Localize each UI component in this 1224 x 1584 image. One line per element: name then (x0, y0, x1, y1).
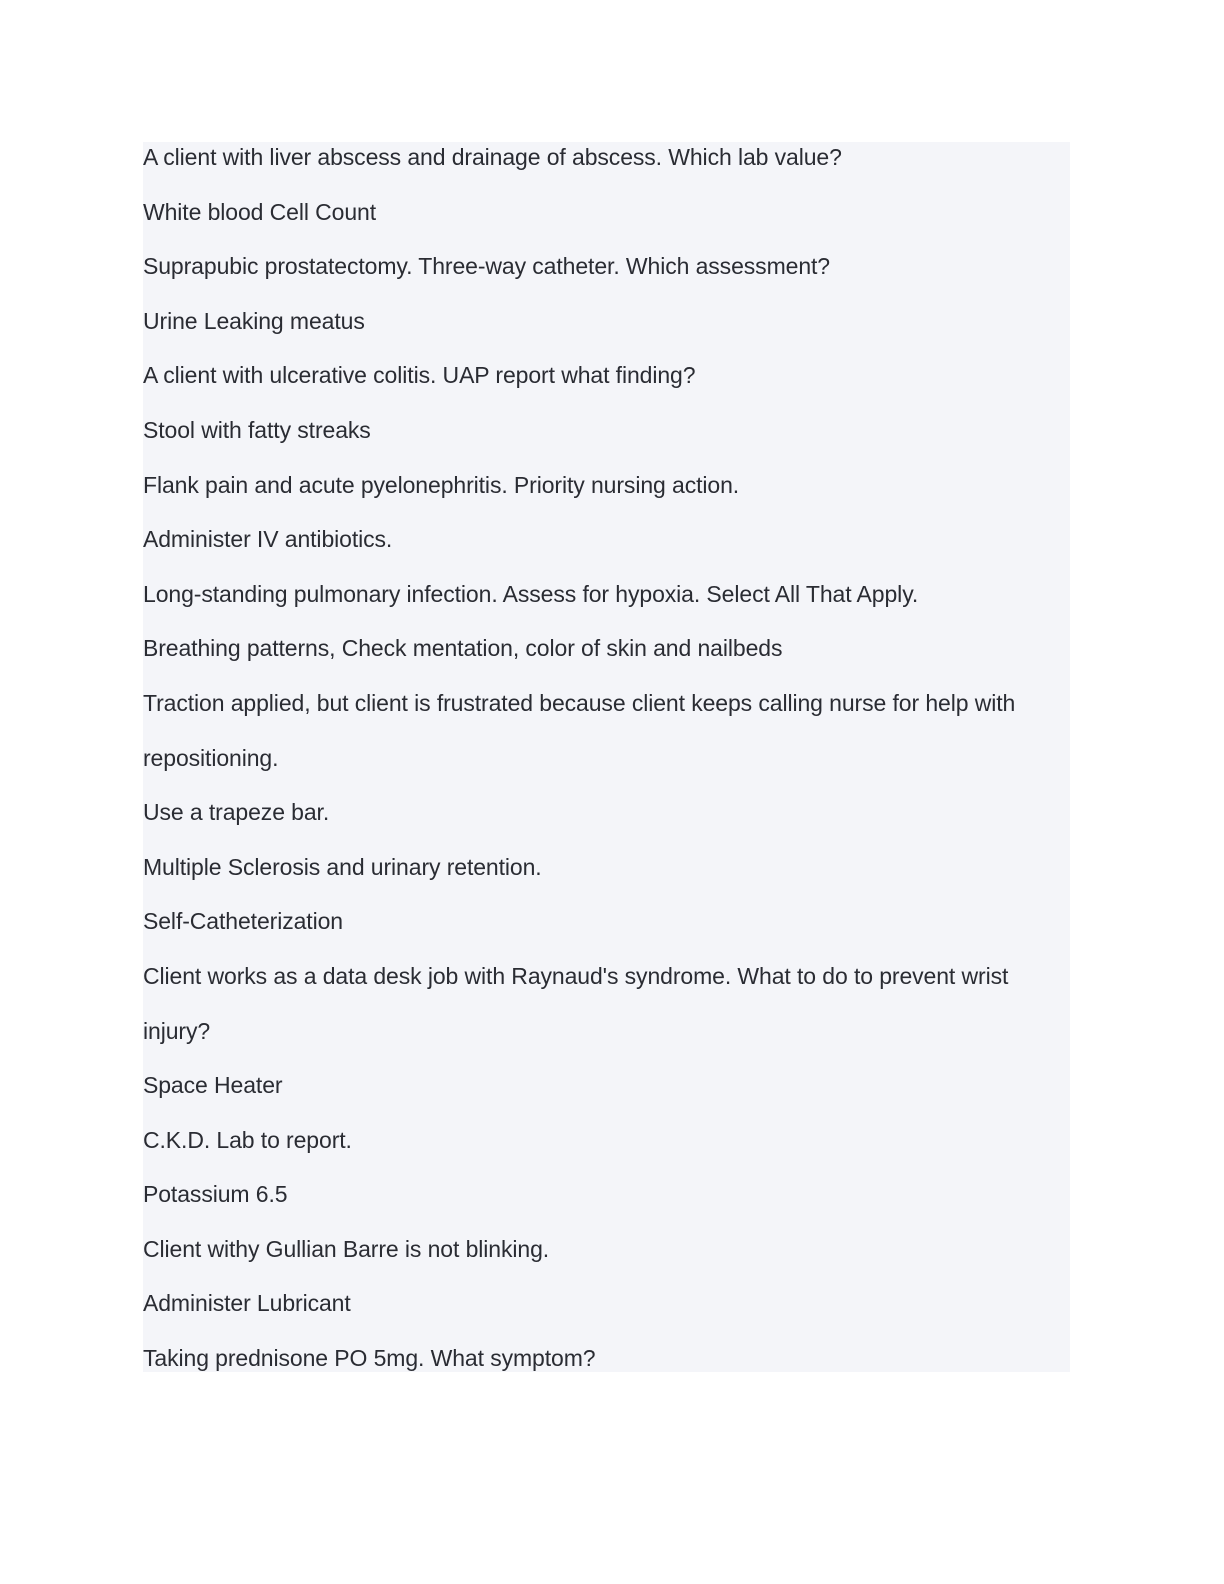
question-text: Traction applied, but client is frustrated because client keeps calling nurse for help with (143, 689, 1016, 716)
answer-text: Urine Leaking meatus (143, 307, 365, 334)
question-text: A client with liver abscess and drainage of abscess. Which lab value? (143, 144, 842, 170)
question-text-continued: injury? (143, 1017, 211, 1044)
answer-text: Use a trapeze bar. (143, 799, 330, 826)
question-text: Taking prednisone PO 5mg. What symptom? (143, 1345, 596, 1372)
answer-text: Potassium 6.5 (143, 1181, 288, 1208)
question-text: Suprapubic prostatectomy. Three-way catheter. Which assessment? (143, 253, 831, 280)
answer-text: Self-Catheterization (143, 908, 343, 935)
qa-text-list (143, 130, 1070, 1386)
question-text-continued: repositioning. (143, 744, 279, 771)
question-text: A client with ulcerative colitis. UAP report what finding? (143, 362, 696, 389)
question-text: Multiple Sclerosis and urinary retention. (143, 853, 542, 880)
answer-text: White blood Cell Count (143, 198, 377, 225)
answer-text: Administer Lubricant (143, 1290, 351, 1317)
answer-text: Administer IV antibiotics. (143, 526, 393, 553)
question-text: Long-standing pulmonary infection. Assess for hypoxia. Select All That Apply. (143, 580, 919, 607)
answer-text: Space Heater (143, 1072, 283, 1099)
question-text: C.K.D. Lab to report. (143, 1126, 352, 1153)
question-text: Client works as a data desk job with Raynaud's syndrome. What to do to prevent wrist (143, 962, 1009, 989)
question-text: Flank pain and acute pyelonephritis. Priority nursing action. (143, 471, 740, 498)
answer-text: Stool with fatty streaks (143, 416, 371, 443)
question-text: Client withy Gullian Barre is not blinking. (143, 1235, 550, 1262)
answer-text: Breathing patterns, Check mentation, color of skin and nailbeds (143, 635, 783, 662)
